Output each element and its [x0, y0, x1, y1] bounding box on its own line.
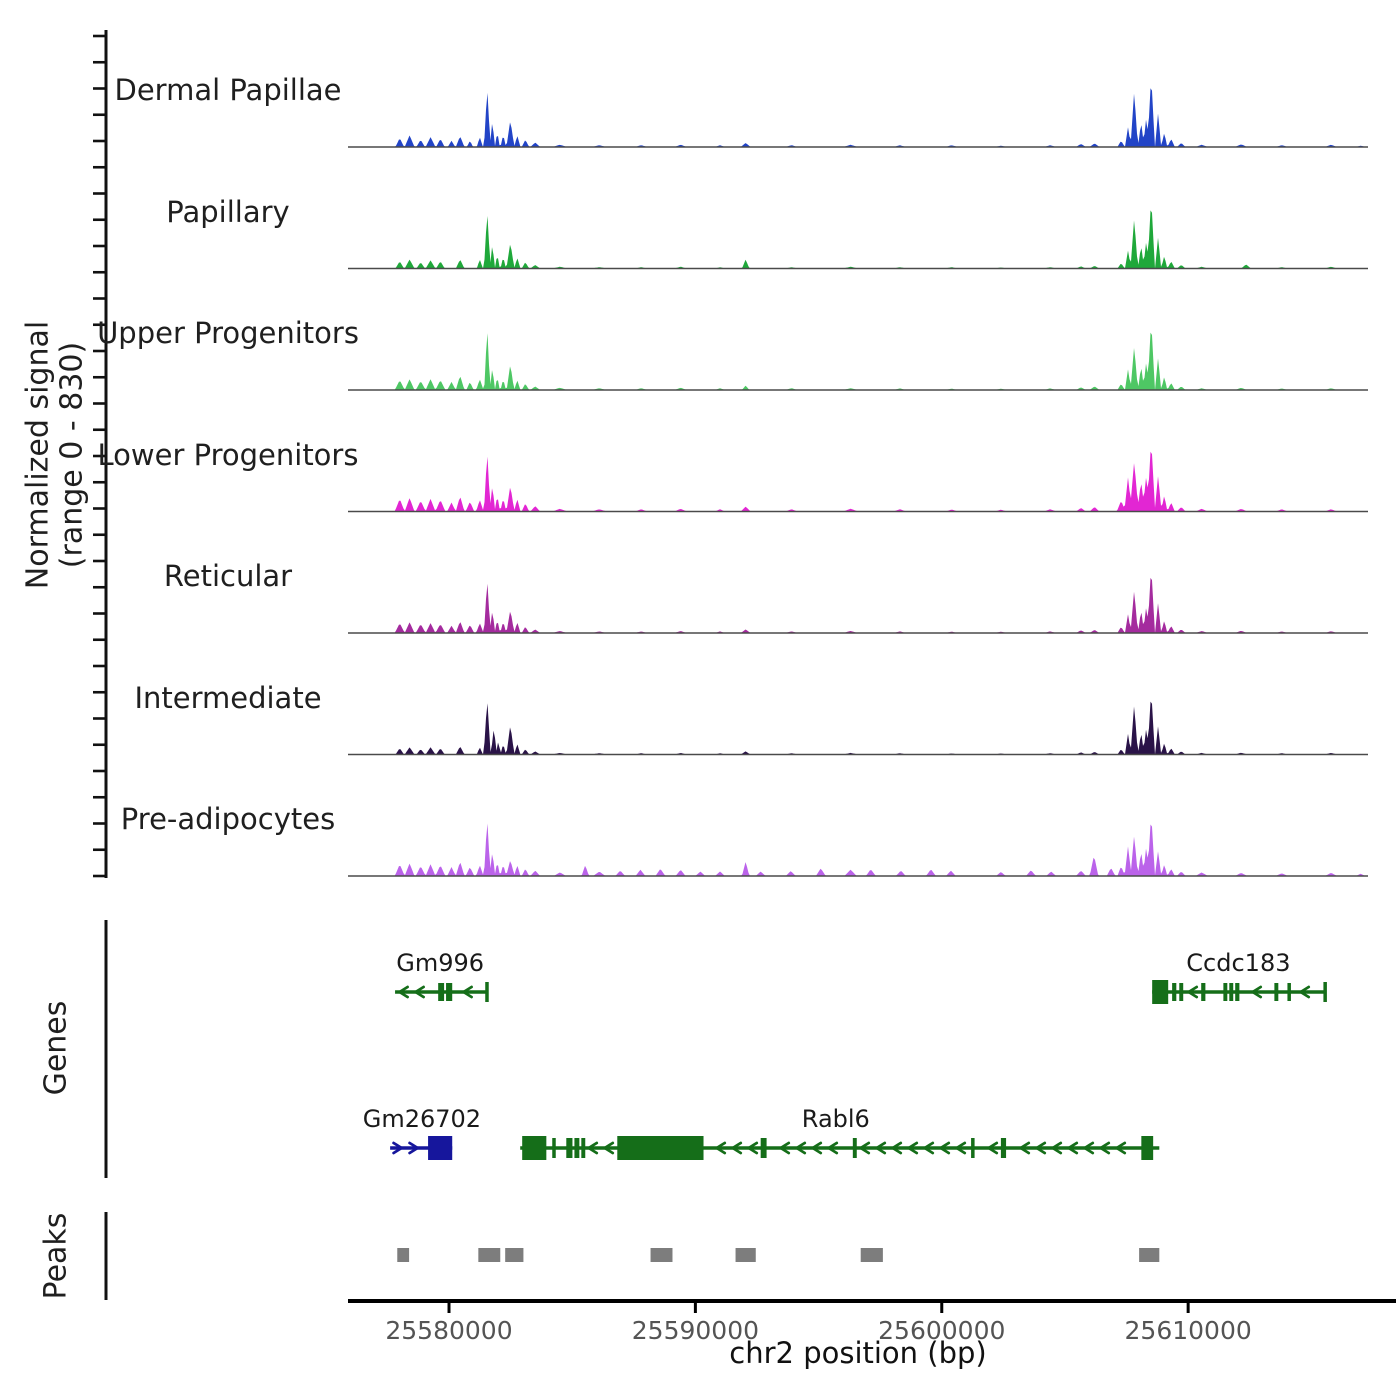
- signal-area-6: [348, 824, 1368, 877]
- signal-area-5: [348, 702, 1368, 755]
- peak-box-1: [478, 1248, 500, 1262]
- peak-box-2: [505, 1248, 523, 1262]
- gene-label-Gm26702: Gm26702: [362, 1105, 482, 1133]
- y-axis-label-line2: (range 0 - 830): [54, 341, 90, 569]
- track-label-0: Dermal Papillae: [114, 73, 342, 107]
- gene-exon-Rabl6: [581, 1138, 585, 1158]
- peaks-section-label: Peaks: [38, 1212, 74, 1300]
- track-label-1: Papillary: [166, 194, 290, 229]
- gene-exon-Ccdc183: [1152, 980, 1168, 1004]
- gene-exon-Rabl6: [574, 1138, 579, 1158]
- gene-exon-Ccdc183: [1274, 983, 1278, 1001]
- x-tick-label-3: 25610000: [1124, 1316, 1252, 1345]
- gene-exon-Gm996: [485, 982, 489, 1002]
- gene-exon-Rabl6: [853, 1138, 857, 1158]
- signal-area-0: [348, 88, 1368, 147]
- gene-exon-Ccdc183: [1229, 983, 1233, 1001]
- x-tick-label-2: 25600000: [878, 1316, 1006, 1345]
- peak-box-6: [1139, 1248, 1159, 1262]
- signal-area-3: [348, 452, 1368, 512]
- gene-exon-Rabl6: [522, 1136, 546, 1160]
- gene-exon-Rabl6: [617, 1136, 703, 1160]
- gene-exon-Gm996: [438, 983, 444, 1001]
- gene-exon-Ccdc183: [1287, 983, 1291, 1001]
- x-axis-title: chr2 position (bp): [729, 1336, 987, 1370]
- gene-exon-Rabl6: [1001, 1138, 1006, 1158]
- x-tick-label-1: 25590000: [631, 1316, 760, 1345]
- gene-exon-Ccdc183: [1235, 983, 1239, 1001]
- gene-exon-Ccdc183: [1172, 983, 1176, 1001]
- peak-box-5: [861, 1248, 883, 1262]
- x-tick-label-0: 25580000: [385, 1316, 513, 1345]
- gene-label-Gm996: Gm996: [396, 949, 485, 977]
- signal-area-2: [348, 333, 1368, 390]
- gene-exon-Ccdc183: [1179, 983, 1183, 1001]
- track-label-3: Lower Progenitors: [97, 437, 359, 472]
- track-label-5: Intermediate: [134, 680, 322, 715]
- gene-exon-Rabl6: [971, 1138, 975, 1158]
- genes-section-label: Genes: [38, 1000, 74, 1096]
- gene-exon-Ccdc183: [1323, 982, 1327, 1002]
- gene-exon-Ccdc183: [1201, 983, 1205, 1001]
- track-label-4: Reticular: [163, 559, 293, 593]
- signal-area-4: [348, 578, 1368, 633]
- peak-box-4: [736, 1248, 756, 1262]
- gene-exon-Rabl6: [761, 1138, 767, 1158]
- gene-label-Ccdc183: Ccdc183: [1186, 949, 1291, 977]
- y-axis-label-line1: Normalized signal: [20, 320, 56, 590]
- track-label-6: Pre-adipocytes: [120, 802, 336, 836]
- gene-exon-Gm996: [446, 983, 452, 1001]
- signal-area-1: [348, 210, 1368, 268]
- peak-box-3: [651, 1248, 673, 1262]
- gene-label-Rabl6: Rabl6: [801, 1105, 870, 1133]
- gene-exon-Rabl6: [566, 1138, 572, 1158]
- gene-exon-Gm26702: [428, 1136, 452, 1160]
- gene-exon-Rabl6: [552, 1138, 556, 1158]
- peak-box-0: [397, 1248, 409, 1262]
- gene-exon-Ccdc183: [1223, 983, 1227, 1001]
- track-label-2: Upper Progenitors: [97, 316, 359, 350]
- gene-exon-Rabl6: [1141, 1136, 1153, 1160]
